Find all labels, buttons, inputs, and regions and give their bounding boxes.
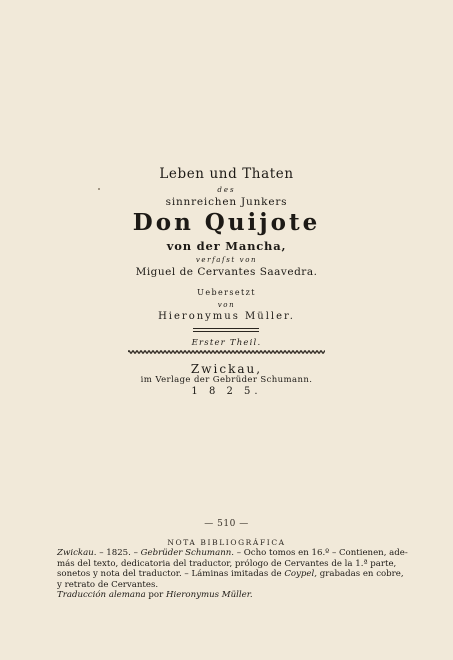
author-name: Miguel de Cervantes Saavedra.	[135, 266, 318, 278]
title-line-5: von der Mancha,	[166, 239, 287, 253]
note-line-1	[57, 548, 408, 559]
translated-label: Uebersetzt	[197, 288, 256, 297]
note-text: por	[145, 590, 166, 601]
title-line-3: sinnreichen Junkers	[165, 196, 288, 208]
note-text: sonetos y nota del traductor. – Láminas imitadas de	[57, 569, 285, 580]
note-heading: NOTA BIBLIOGRÁFICA	[167, 538, 286, 547]
note-place: Zwickau.	[57, 548, 97, 558]
note-publisher: Gebrüder Schumann.	[140, 548, 234, 558]
translator-name: Hieronymus Müller.	[158, 311, 295, 322]
page-number: — 510 —	[204, 519, 249, 529]
note-line-5	[57, 590, 372, 601]
double-rule-bottom	[193, 331, 259, 332]
title-line-1: Leben und Thaten	[159, 166, 294, 182]
place-name: Zwickau,	[190, 362, 263, 376]
double-rule-top	[193, 328, 259, 329]
note-line-3	[57, 569, 404, 580]
note-text: – Ocho tomos en 16.º – Contienen, ade-	[234, 548, 408, 558]
book-title: Don Quijote	[132, 209, 321, 236]
note-text: – 1825. –	[96, 548, 141, 558]
title-line-2: des	[217, 186, 236, 194]
publication-year: 1 8 2 5.	[191, 386, 262, 397]
note-line-2: más del texto, dedicatoria del traductor, prólogo de Cervantes de la 1.ª parte,	[57, 558, 397, 569]
note-illustrator: Coypel,	[284, 569, 317, 580]
note-line-4: y retrato de Cervantes.	[57, 579, 159, 590]
note-translation-label: Traducción alemana	[57, 590, 146, 601]
ornamental-rule	[128, 349, 325, 355]
bibliographic-note	[57, 548, 408, 601]
note-translator: Hieronymus Müller.	[165, 590, 253, 601]
by-label: von	[217, 301, 236, 309]
volume-label: Erster Theil.	[191, 338, 262, 348]
note-text: grabadas en cobre,	[316, 569, 404, 580]
title-line-6: verfaſst von	[195, 256, 258, 264]
publisher-line: im Verlage der Gebrüder Schumann.	[140, 375, 313, 385]
